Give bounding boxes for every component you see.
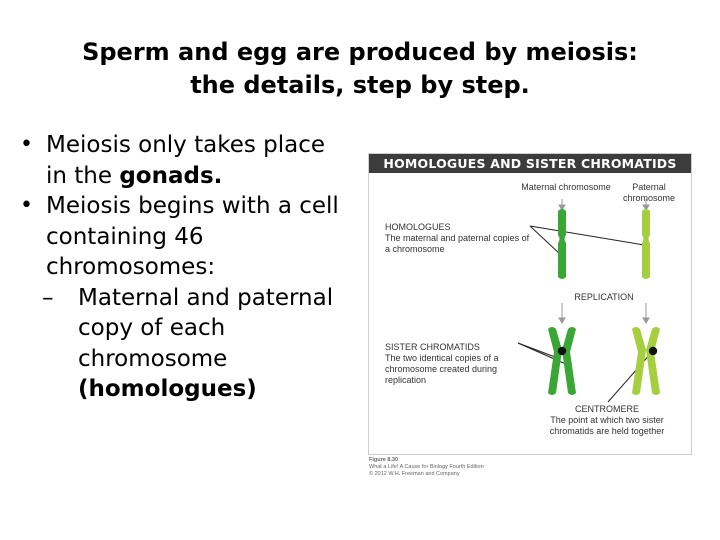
maternal-label: Maternal chromosome (521, 182, 611, 192)
sub-bullet-homologues (20, 283, 350, 405)
title-line-2: the details, step by step. (190, 71, 530, 99)
maternal-centromere-dot (558, 347, 566, 355)
replication-arrow-paternal-head (643, 318, 649, 323)
sub-bullet-bold: (homologues) (78, 376, 257, 402)
bullet-gonads-bold: gonads. (119, 162, 223, 189)
slide-title (0, 36, 720, 102)
homologues-desc: The maternal and paternal copies of a chromosome (385, 233, 530, 254)
dash-icon: – (42, 284, 54, 311)
bullet-46-chromosomes (20, 191, 350, 283)
paternal-sister-chromatids (632, 327, 660, 395)
title-line-1: Sperm and egg are produced by meiosis: (82, 38, 638, 66)
centromere-desc: The point at which two sister chromatids are held together (549, 415, 665, 436)
bullet-gonads (20, 130, 350, 191)
credit-book: What a Life! A Cause for Biology Fourth Edition (369, 464, 484, 470)
centromere-pointer (608, 352, 652, 402)
paternal-centromere-dot (649, 347, 657, 355)
replication-arrow-maternal-head (559, 318, 565, 323)
maternal-chromatid-left (548, 327, 562, 395)
figure-credit (369, 457, 484, 478)
credit-copyright: © 2012 W.H. Freeman and Company (369, 471, 460, 477)
homologues-title: HOMOLOGUES (385, 222, 451, 232)
sub-bullet-text: Maternal and paternal copy of each chromosome (78, 284, 334, 372)
bullet-dot-icon: • (20, 132, 33, 157)
figure-header: HOMOLOGUES AND SISTER CHROMATIDS (369, 154, 691, 173)
chromosome-diagram (368, 153, 690, 453)
sister-title: SISTER CHROMATIDS (385, 342, 480, 352)
bullet-46-text: Meiosis begins with a cell containing 46 chromosomes: (46, 193, 339, 280)
credit-figure-number: Figure 8.30 (369, 457, 399, 463)
sister-desc: The two identical copies of a chromosome created during replication (385, 353, 499, 385)
bullet-dot-icon: • (20, 193, 33, 218)
maternal-chromosome (558, 209, 566, 279)
replication-label: REPLICATION (574, 292, 634, 302)
bullet-gonads-text: Meiosis only takes place in the (46, 132, 326, 189)
maternal-chromatid-right (562, 327, 576, 395)
bullet-list (20, 130, 350, 405)
paternal-chromatid-right (646, 327, 660, 395)
paternal-chromatid-left (632, 327, 646, 395)
paternal-label: Paternal chromosome (622, 182, 676, 203)
centromere-title: CENTROMERE (574, 404, 639, 414)
maternal-sister-chromatids (548, 327, 576, 395)
paternal-chromosome (642, 209, 650, 279)
